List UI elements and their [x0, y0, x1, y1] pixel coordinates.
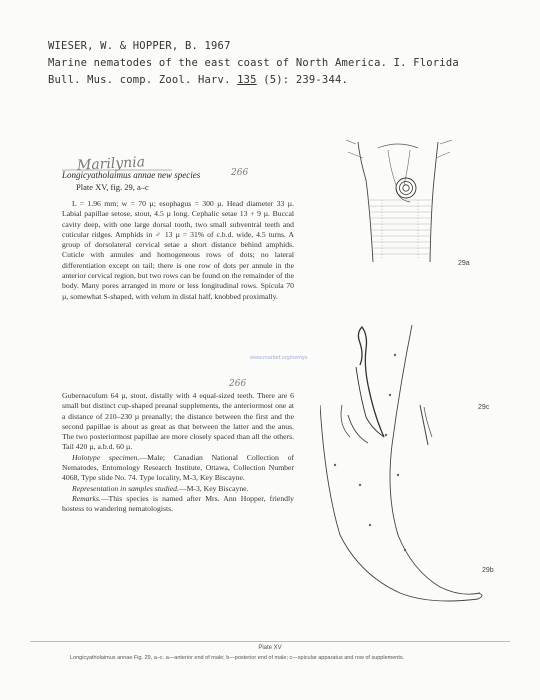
gubernaculum-paragraph: Gubernaculum 64 µ, stout, distally with 4 equal-sized teeth. There are 6 small but distinct cup-shaped preanal supplements, the anteriormost one at a distance of 210–230 µ preanally; the distance between the first and the second papillae is about as great as that between the latter and the anus. The two posteriormost papillae are more closely spaced than all the others. Tail 420 µ, a.b.d. 60 µ.: [62, 391, 294, 452]
species-description-continued: [62, 391, 294, 515]
watermark: www.marbef.org/nemys: [250, 355, 308, 361]
figure-29c-label: 29c: [478, 404, 490, 411]
holotype-text: —Male; Canadian National Collection of Nematodes, Entomology Research Institute, Ottawa, Collection Number 4068, Type slide No. 74. Type locality, M-3, Key Biscayne.: [62, 452, 294, 483]
plate-caption-title: Plate XV: [258, 645, 282, 651]
species-description: [62, 199, 294, 302]
representation-label: Representation in samples studied.: [72, 483, 179, 493]
figure-29a-label: 29a: [458, 260, 470, 267]
citation-authors: WIESER, W. & HOPPER, B. 1967: [48, 40, 231, 52]
representation-paragraph: [62, 484, 294, 494]
remarks-label: Remarks.: [72, 493, 101, 503]
plate-caption-text: Longicyatholaimus annae Fig. 29, a–c. a—anterior end of male; b—posterior end of male; c—spicular apparatus and row of supplements.: [70, 655, 405, 661]
citation-journal: [48, 74, 348, 86]
representation-text: —M-3, Key Biscayne.: [178, 483, 249, 493]
journal-volume: 135: [237, 74, 257, 86]
species-heading: Longicyatholaimus annae new species: [62, 170, 201, 180]
handwritten-number-annotation: 266: [231, 168, 249, 178]
handwritten-genus-annotation: Marilynia: [76, 154, 146, 174]
plate-reference: Plate XV, fig. 29, a–c: [76, 182, 149, 192]
holotype-label: Holotype specimen.: [72, 452, 140, 462]
description-paragraph: L = 1.96 mm; w = 70 µ; esophagus = 300 µ. Head diameter 33 µ. Labial papillae setose, stout, 4.5 µ long. Cephalic setae 13 + 9 µ. Buccal cavity deep, with one large dorsal tooth, two small subventral teeth and cuticular ridges. Amphids in ♂ 13 µ = 31% of c.b.d. wide, 4.5 turns. A group of dorsolateral cervical setae a short distance behind amphids. Cuticle with annules and homogeneous rows of dots; no lateral differentiation except on tail; there is one row of dots per annule in the anterior cervical region, but two rows can be found on the remainder of the body. Many pores arranged in more or less longitudinal rows. Spicula 70 µ, somewhat S-shaped, with velum in distal half, knobbed proximally.: [62, 199, 294, 301]
figure-29b-label: 29b: [482, 567, 494, 574]
caption-divider: [30, 641, 510, 642]
journal-pages: (5): 239-344.: [256, 74, 349, 86]
handwritten-number-annotation-2: 266: [229, 379, 247, 389]
holotype-paragraph: [62, 453, 294, 484]
remarks-text: —This species is named after Mrs. Ann Hopper, friendly hostess to wandering nematologists.: [62, 493, 294, 514]
citation-title: Marine nematodes of the east coast of North America. I. Florida: [48, 57, 459, 69]
figure-29a-drawing: [318, 140, 508, 265]
journal-name: Bull. Mus. comp. Zool. Harv.: [48, 74, 238, 86]
remarks-paragraph: [62, 494, 294, 515]
